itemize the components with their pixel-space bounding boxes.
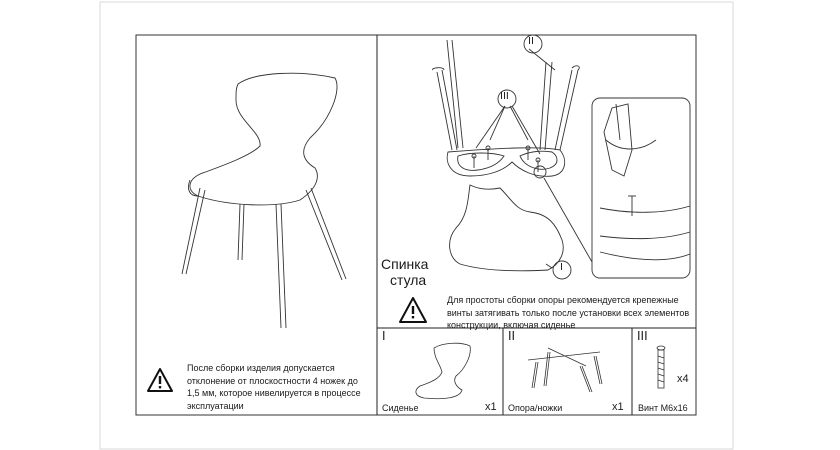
part-1-qty: x1 bbox=[485, 401, 497, 413]
part-3-name: Винт М6х16 bbox=[638, 403, 688, 413]
part-2-qty: x1 bbox=[612, 401, 624, 413]
part-2-number: II bbox=[508, 329, 516, 343]
warning-triangle-icon bbox=[146, 367, 174, 393]
part-screw-illustration bbox=[657, 346, 665, 388]
part-base-illustration bbox=[528, 348, 602, 392]
part-3-number: III bbox=[637, 329, 648, 343]
assembly-tip-text: Для простоты сборки опоры рекомендуется крепежные винты затягивать только после установки всех элементов конструкции, включая сиденье bbox=[447, 295, 690, 330]
callout-back-word1: Спинка bbox=[381, 256, 429, 272]
tip-warning-triangle-icon bbox=[398, 296, 428, 324]
callout-I: I bbox=[560, 262, 563, 273]
part-seat-illustration bbox=[416, 343, 470, 399]
part-1-number: I bbox=[382, 329, 386, 343]
callout-II: II bbox=[528, 36, 534, 47]
assembly-warning-text: После сборки изделия допускается отклонение от плоскостности 4 ножек до 1,5 мм, которое нивелируется в процессе эксплуатации bbox=[187, 363, 361, 411]
callout-back-word2: стула bbox=[390, 272, 427, 288]
assembled-chair-illustration bbox=[182, 73, 346, 328]
exploded-assembly-illustration bbox=[433, 35, 690, 279]
callout-III: III bbox=[500, 91, 509, 102]
part-2-name: Опора/ножки bbox=[508, 403, 563, 413]
part-3-qty: x4 bbox=[677, 373, 689, 385]
part-1-name: Сиденье bbox=[382, 403, 419, 413]
